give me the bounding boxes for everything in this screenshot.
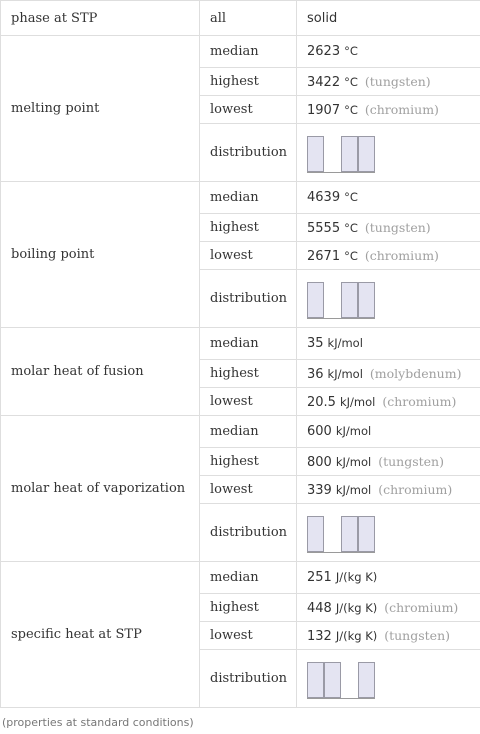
histogram-bar	[307, 136, 324, 172]
value-number: 448	[307, 600, 332, 616]
element-note: (chromium)	[378, 481, 453, 497]
value-number: 5555	[307, 220, 341, 236]
stat-value	[297, 476, 480, 504]
stat-label: distribution	[200, 650, 297, 708]
table-row	[1, 182, 480, 214]
histogram-bar	[358, 516, 375, 552]
element-note: (chromium)	[364, 101, 439, 117]
value-number: 4639	[307, 190, 341, 205]
element-note: (tungsten)	[384, 627, 450, 643]
stat-label: lowest	[200, 242, 297, 270]
histogram-bar	[324, 662, 341, 698]
stat-value	[297, 68, 480, 96]
stat-value	[297, 622, 480, 650]
stat-label: distribution	[200, 504, 297, 562]
distribution-histogram	[307, 659, 377, 699]
stat-value	[297, 360, 480, 388]
value-unit: °C	[344, 74, 358, 89]
stat-label: median	[200, 36, 297, 68]
histogram-baseline	[307, 172, 375, 173]
distribution-histogram	[307, 279, 377, 319]
histogram-bar	[341, 136, 358, 172]
value-unit: J/(kg K)	[335, 628, 378, 643]
distribution-cell	[297, 124, 480, 182]
histogram-bar	[307, 516, 324, 552]
property-label-boiling-point: boiling point	[1, 182, 200, 328]
stat-label: distribution	[200, 124, 297, 182]
histogram-baseline	[307, 552, 375, 553]
value-number: 339	[307, 482, 332, 498]
value-unit: kJ/mol	[327, 336, 363, 350]
header-subset-label: all	[200, 1, 297, 36]
distribution-cell	[297, 504, 480, 562]
table-row	[1, 36, 480, 68]
histogram-bar	[358, 136, 375, 172]
stat-value	[297, 96, 480, 124]
histogram-bar	[358, 282, 375, 318]
stat-value	[297, 562, 480, 594]
stat-label: median	[200, 182, 297, 214]
stat-label: highest	[200, 214, 297, 242]
histogram-baseline	[307, 318, 375, 319]
distribution-histogram	[307, 133, 377, 173]
property-label-specific-heat: specific heat at STP	[1, 562, 200, 708]
histogram-bar	[341, 516, 358, 552]
element-note: (chromium)	[364, 247, 439, 263]
histogram-bar	[307, 282, 324, 318]
element-note: (chromium)	[384, 599, 459, 615]
histogram-bar	[341, 282, 358, 318]
stat-value	[297, 328, 480, 360]
element-note: (tungsten)	[378, 453, 444, 469]
stat-label: lowest	[200, 388, 297, 416]
stat-value	[297, 182, 480, 214]
stat-value	[297, 36, 480, 68]
value-unit: °C	[344, 248, 358, 263]
table-row	[1, 416, 480, 448]
element-note: (tungsten)	[364, 73, 431, 89]
stat-value	[297, 242, 480, 270]
element-note: (tungsten)	[364, 219, 431, 235]
stat-label: highest	[200, 448, 297, 476]
value-unit: kJ/mol	[335, 424, 372, 438]
table-row	[1, 1, 480, 36]
value-unit: °C	[344, 190, 358, 204]
element-note: (chromium)	[382, 393, 457, 409]
stat-value	[297, 214, 480, 242]
stat-label: lowest	[200, 96, 297, 124]
value-number: 36	[307, 366, 324, 382]
value-number: 2623	[307, 44, 341, 59]
value-unit: °C	[344, 102, 358, 117]
stat-label: median	[200, 328, 297, 360]
stat-label: median	[200, 416, 297, 448]
stat-value	[297, 416, 480, 448]
stat-label: lowest	[200, 622, 297, 650]
value-number: 35	[307, 336, 324, 351]
property-label-melting-point: melting point	[1, 36, 200, 182]
property-label-heat-of-vaporization: molar heat of vaporization	[1, 416, 200, 562]
stat-value	[297, 594, 480, 622]
property-label-heat-of-fusion: molar heat of fusion	[1, 328, 200, 416]
distribution-histogram	[307, 513, 377, 553]
value-unit: °C	[344, 220, 358, 235]
histogram-bar	[358, 662, 375, 698]
distribution-cell	[297, 270, 480, 328]
stat-label: highest	[200, 594, 297, 622]
stat-label: distribution	[200, 270, 297, 328]
stat-value	[297, 448, 480, 476]
value-unit: J/(kg K)	[335, 570, 378, 584]
value-unit: °C	[344, 44, 358, 58]
stat-label: highest	[200, 68, 297, 96]
value-number: 800	[307, 454, 332, 470]
value-number: 1907	[307, 102, 341, 118]
value-unit: J/(kg K)	[335, 600, 378, 615]
value-number: 2671	[307, 248, 341, 264]
table-row	[1, 562, 480, 594]
value-unit: kJ/mol	[335, 482, 372, 497]
value-number: 132	[307, 628, 332, 644]
value-unit: kJ/mol	[335, 454, 372, 469]
value-unit: kJ/mol	[339, 394, 376, 409]
distribution-cell	[297, 650, 480, 708]
value-number: 3422	[307, 74, 341, 90]
value-number: 600	[307, 424, 332, 439]
stat-value	[297, 388, 480, 416]
histogram-baseline	[307, 698, 375, 699]
header-value: solid	[297, 1, 480, 36]
footnote: (properties at standard conditions)	[2, 716, 194, 729]
stat-label: median	[200, 562, 297, 594]
table-row	[1, 328, 480, 360]
value-number: 20.5	[307, 394, 336, 410]
value-number: 251	[307, 570, 332, 585]
histogram-bar	[307, 662, 324, 698]
value-unit: kJ/mol	[327, 366, 363, 381]
stat-label: lowest	[200, 476, 297, 504]
header-property-label: phase at STP	[1, 1, 200, 36]
stat-label: highest	[200, 360, 297, 388]
element-note: (molybdenum)	[369, 365, 462, 381]
